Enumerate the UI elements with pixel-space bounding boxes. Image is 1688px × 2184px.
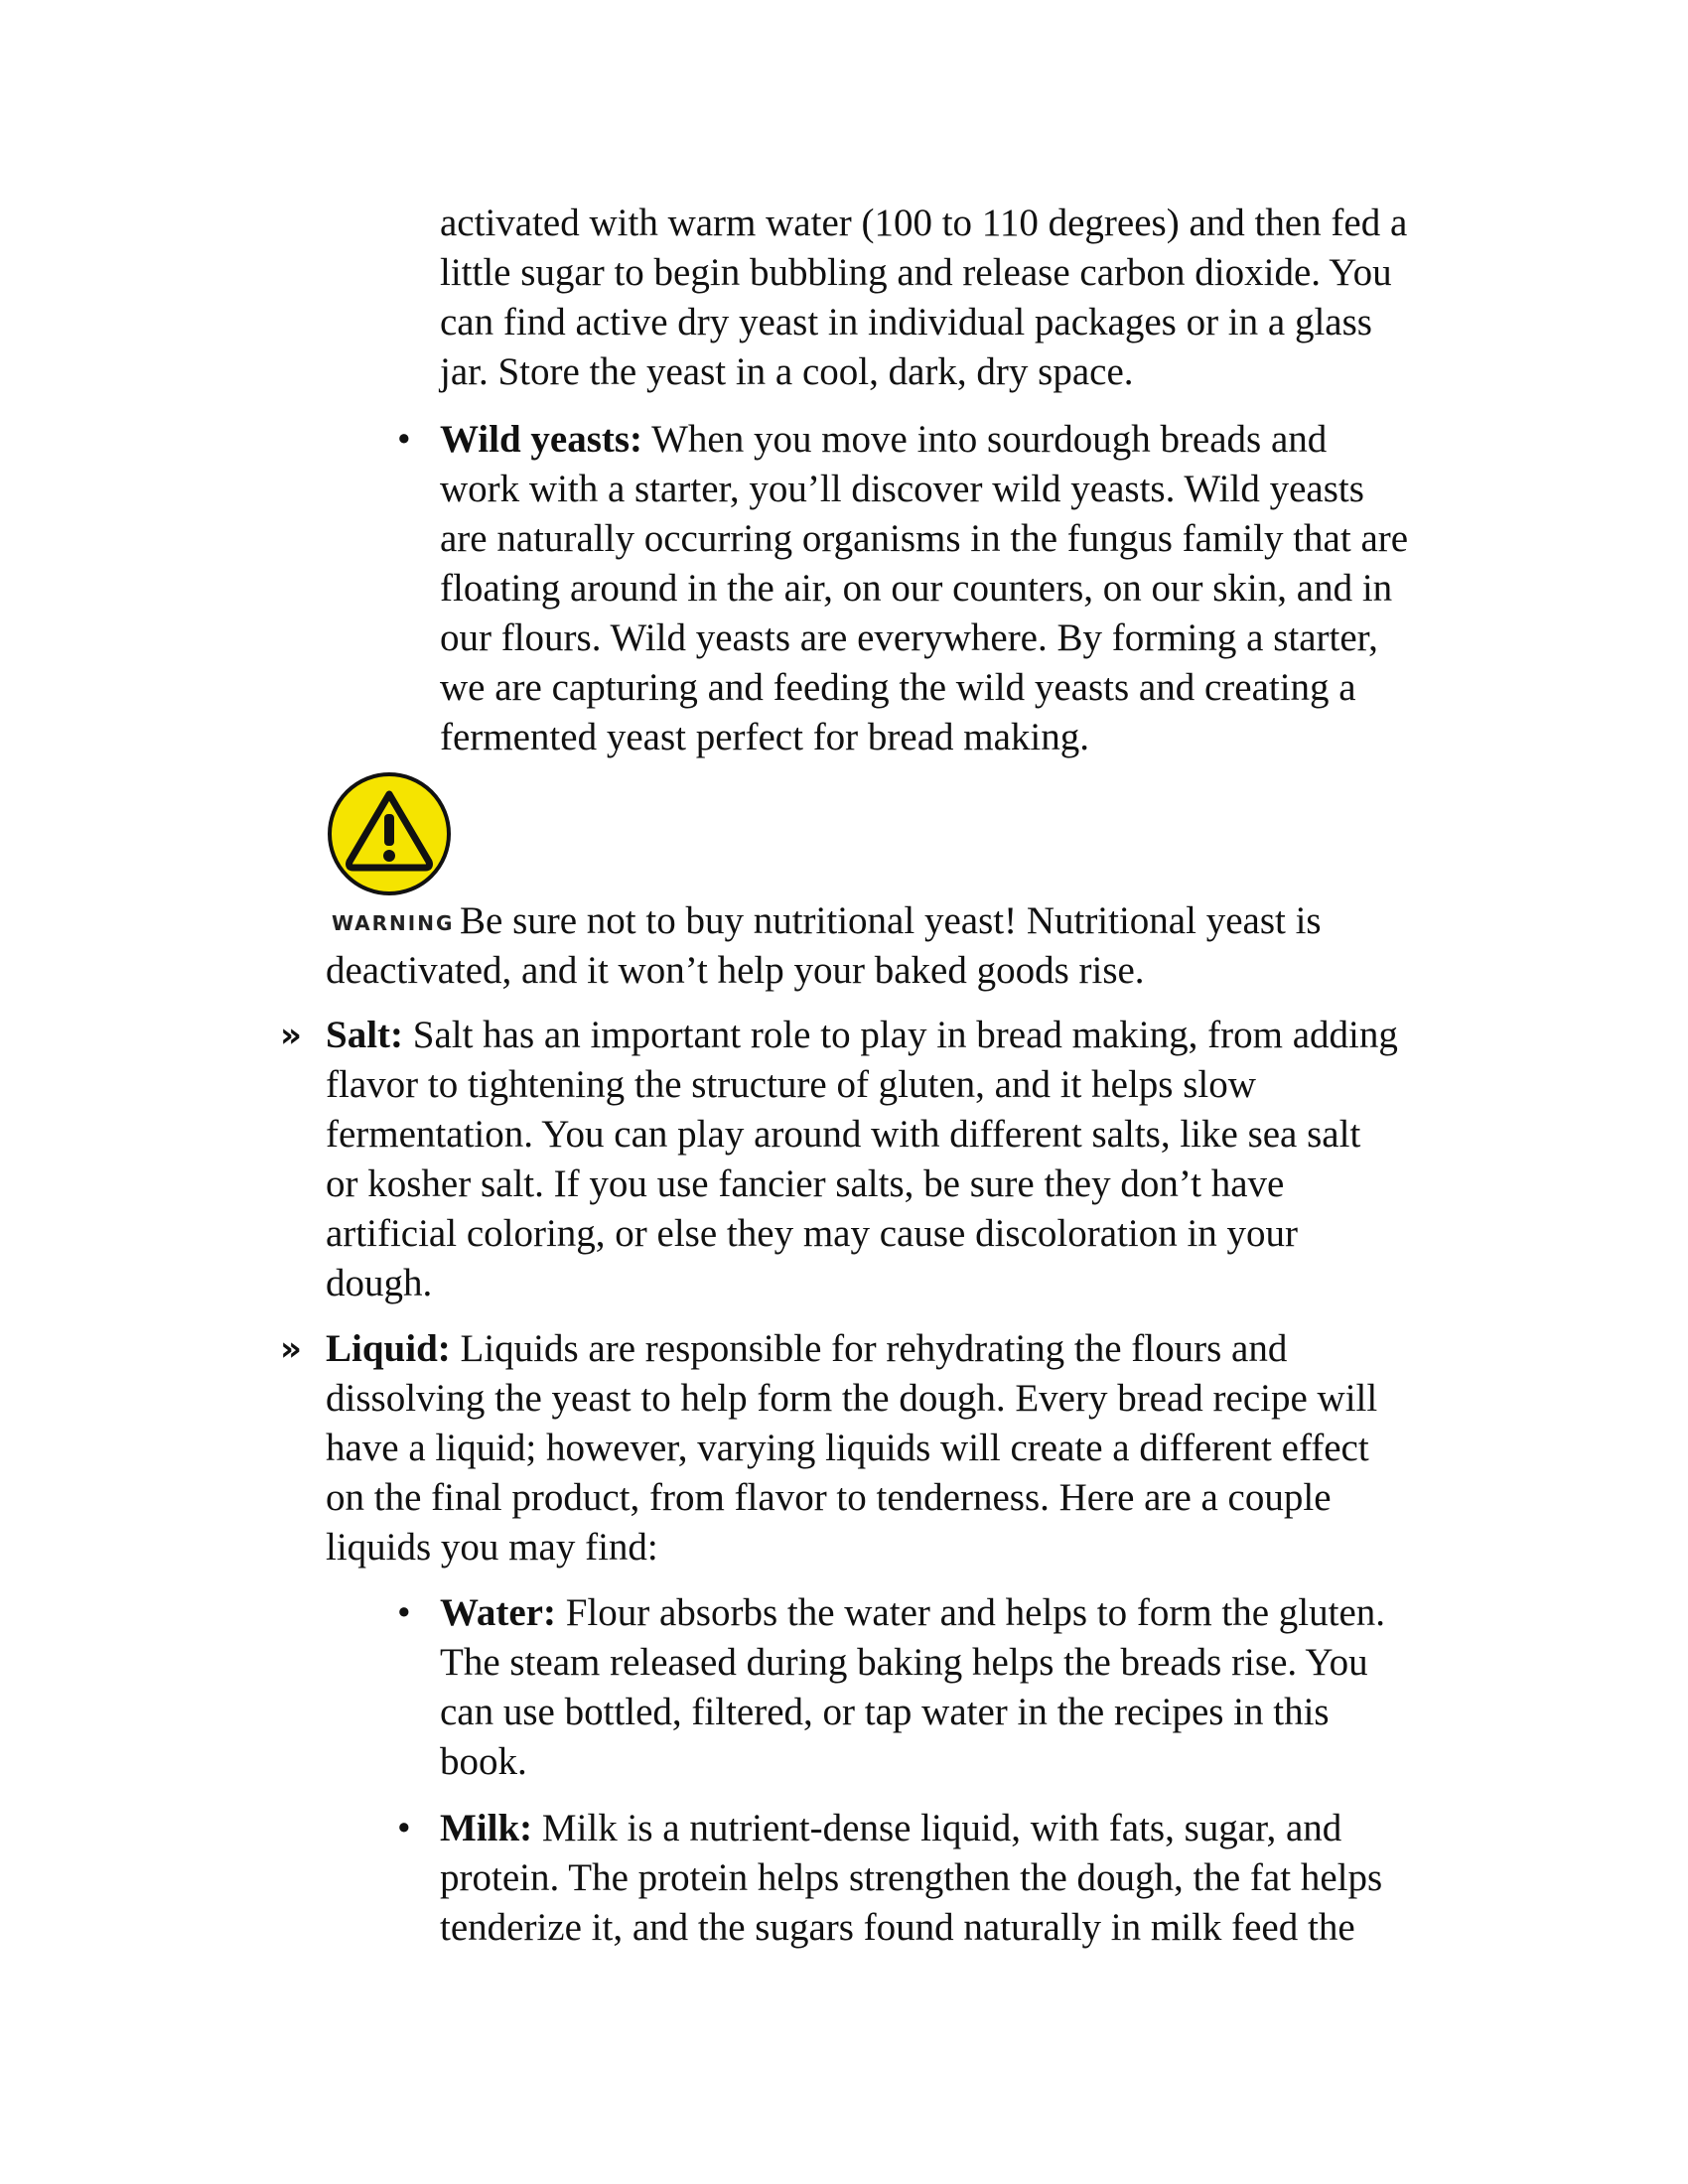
text-line: work with a starter, you’ll discover wild yeasts. Wild yeasts bbox=[440, 468, 1364, 510]
milk-item bbox=[440, 1804, 1382, 1953]
text-line: can use bottled, filtered, or tap water in the recipes in this bbox=[440, 1691, 1330, 1733]
liquid-item bbox=[326, 1324, 1377, 1572]
term-text: Milk is a nutrient-dense liquid, with fats, sugar, and bbox=[532, 1807, 1342, 1849]
term-text: Salt has an important role to play in bread making, from adding bbox=[403, 1014, 1398, 1056]
text-line: our flours. Wild yeasts are everywhere. By forming a starter, bbox=[440, 616, 1378, 659]
warning-triangle-icon bbox=[326, 770, 453, 897]
text-line: protein. The protein helps strengthen the dough, the fat helps bbox=[440, 1856, 1383, 1899]
text-line: dissolving the yeast to help form the dough. Every bread recipe will bbox=[326, 1377, 1378, 1420]
warning-text bbox=[460, 896, 1322, 946]
text-line: fermentation. You can play around with different salts, like sea salt bbox=[326, 1113, 1361, 1156]
text-line: little sugar to begin bubbling and release carbon dioxide. You bbox=[440, 251, 1392, 294]
text-line: jar. Store the yeast in a cool, dark, dry space. bbox=[440, 350, 1134, 393]
term-text: Flour absorbs the water and helps to form the gluten. bbox=[555, 1591, 1386, 1634]
term-text: When you move into sourdough breads and bbox=[642, 418, 1328, 461]
term-label: Wild yeasts: bbox=[440, 418, 643, 461]
text-line: deactivated, and it won’t help your baked goods rise. bbox=[326, 949, 1145, 992]
water-item bbox=[440, 1588, 1385, 1787]
text-line: can find active dry yeast in individual packages or in a glass bbox=[440, 301, 1372, 343]
term-label: Liquid: bbox=[326, 1327, 451, 1370]
term-label: Milk: bbox=[440, 1807, 533, 1849]
text-line: floating around in the air, on our counters, on our skin, and in bbox=[440, 567, 1393, 610]
text-line bbox=[440, 415, 1408, 465]
text-line: have a liquid; however, varying liquids will create a different effect bbox=[326, 1427, 1369, 1469]
term-text: Liquids are responsible for rehydrating the flours and bbox=[450, 1327, 1288, 1370]
bullet-dot: • bbox=[397, 418, 411, 461]
wild-yeasts-item bbox=[440, 415, 1408, 762]
text-line bbox=[326, 1011, 1398, 1060]
text-line: are naturally occurring organisms in the fungus family that are bbox=[440, 517, 1409, 560]
term-label: Water: bbox=[440, 1591, 556, 1634]
text-line: activated with warm water (100 to 110 degrees) and then fed a bbox=[440, 202, 1408, 244]
term-label: Salt: bbox=[326, 1014, 403, 1056]
salt-item bbox=[326, 1011, 1398, 1308]
text-line: liquids you may find: bbox=[326, 1526, 658, 1569]
text-line bbox=[440, 1588, 1385, 1638]
text-line: on the final product, from flavor to tenderness. Here are a couple bbox=[326, 1476, 1332, 1519]
text-line: or kosher salt. If you use fancier salts, be sure they don’t have bbox=[326, 1162, 1285, 1205]
text-line: The steam released during baking helps the breads rise. You bbox=[440, 1641, 1368, 1684]
text-line: Be sure not to buy nutritional yeast! Nutritional yeast is bbox=[460, 899, 1322, 942]
text-line: artificial coloring, or else they may cause discoloration in your bbox=[326, 1212, 1299, 1255]
text-line bbox=[440, 1804, 1382, 1853]
chevron-icon: » bbox=[280, 1329, 296, 1369]
text-line: tenderize it, and the sugars found naturally in milk feed the bbox=[440, 1906, 1355, 1949]
text-line: we are capturing and feeding the wild yeasts and creating a bbox=[440, 666, 1356, 709]
chevron-icon: » bbox=[280, 1016, 296, 1055]
bullet-dot: • bbox=[397, 1591, 411, 1634]
warning-text-continued bbox=[326, 946, 1145, 996]
text-line: flavor to tightening the structure of gluten, and it helps slow bbox=[326, 1063, 1256, 1106]
text-line: dough. bbox=[326, 1262, 433, 1304]
text-line: book. bbox=[440, 1740, 527, 1783]
bullet-dot: • bbox=[397, 1807, 411, 1849]
top-paragraph bbox=[440, 199, 1407, 397]
text-line bbox=[326, 1324, 1377, 1374]
warning-label: WARNING bbox=[332, 911, 455, 935]
text-line: fermented yeast perfect for bread making. bbox=[440, 716, 1090, 758]
